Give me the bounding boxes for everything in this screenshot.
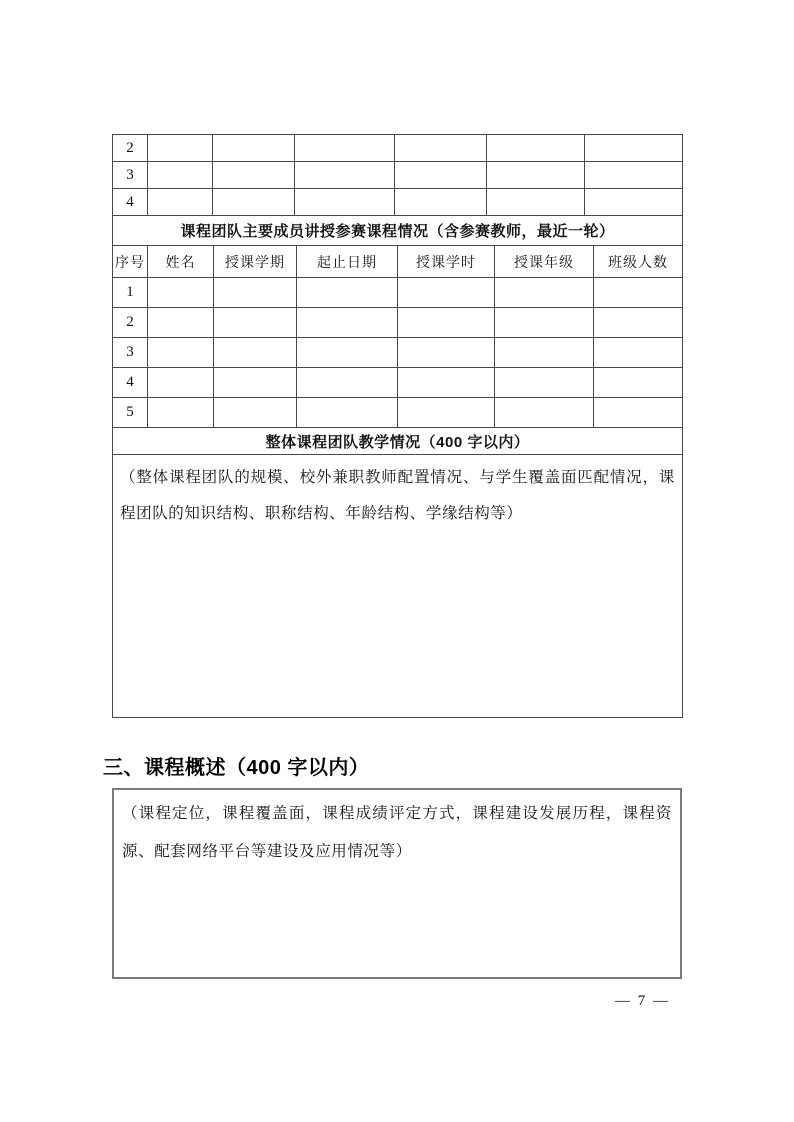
row-number-cell: 2 — [113, 308, 148, 338]
column-header-row — [113, 246, 683, 278]
table-row — [113, 135, 683, 162]
empty-cell — [594, 398, 683, 428]
empty-cell — [297, 308, 398, 338]
empty-cell — [487, 162, 585, 189]
empty-cell — [214, 398, 297, 428]
team-overview-content-row — [113, 455, 683, 718]
table-row — [113, 338, 683, 368]
empty-cell — [487, 135, 585, 162]
empty-cell — [398, 278, 495, 308]
row-number-cell: 4 — [113, 368, 148, 398]
empty-cell — [295, 162, 395, 189]
empty-cell — [148, 308, 214, 338]
table-title-row — [113, 216, 683, 246]
empty-cell — [214, 368, 297, 398]
column-header-grade: 授课年级 — [495, 246, 594, 278]
column-header-name: 姓名 — [148, 246, 214, 278]
empty-cell — [594, 338, 683, 368]
column-header-semester: 授课学期 — [214, 246, 297, 278]
empty-cell — [214, 278, 297, 308]
page-content — [103, 134, 682, 1010]
empty-cell — [495, 338, 594, 368]
empty-cell — [594, 278, 683, 308]
table-row — [113, 308, 683, 338]
column-header-hours: 授课学时 — [398, 246, 495, 278]
empty-cell — [214, 338, 297, 368]
empty-cell — [214, 308, 297, 338]
empty-cell — [213, 162, 295, 189]
empty-cell — [585, 162, 683, 189]
column-header-class-size: 班级人数 — [594, 246, 683, 278]
table-row — [113, 278, 683, 308]
empty-cell — [495, 308, 594, 338]
empty-cell — [585, 189, 683, 216]
empty-cell — [297, 368, 398, 398]
empty-cell — [148, 278, 214, 308]
empty-cell — [395, 135, 487, 162]
empty-cell — [297, 278, 398, 308]
row-number-cell: 5 — [113, 398, 148, 428]
empty-cell — [148, 398, 214, 428]
empty-cell — [148, 135, 213, 162]
empty-cell — [295, 189, 395, 216]
empty-cell — [148, 189, 213, 216]
row-number-cell: 4 — [113, 189, 148, 216]
empty-cell — [585, 135, 683, 162]
empty-cell — [398, 338, 495, 368]
empty-cell — [295, 135, 395, 162]
empty-cell — [395, 162, 487, 189]
empty-cell — [398, 368, 495, 398]
member-table — [112, 215, 683, 718]
row-number-cell: 3 — [113, 162, 148, 189]
empty-cell — [594, 368, 683, 398]
empty-cell — [495, 368, 594, 398]
row-number-cell: 3 — [113, 338, 148, 368]
continuation-table — [112, 134, 683, 216]
column-header-dates: 起止日期 — [297, 246, 398, 278]
empty-cell — [395, 189, 487, 216]
team-overview-content-cell — [113, 455, 683, 718]
empty-cell — [213, 135, 295, 162]
empty-cell — [148, 162, 213, 189]
empty-cell — [148, 368, 214, 398]
table-row — [113, 162, 683, 189]
row-number-cell: 1 — [113, 278, 148, 308]
column-header-index: 序号 — [113, 246, 148, 278]
empty-cell — [297, 338, 398, 368]
team-overview-title-row — [113, 428, 683, 455]
empty-cell — [398, 398, 495, 428]
empty-cell — [148, 338, 214, 368]
team-overview-title: 整体课程团队教学情况（400 字以内） — [113, 428, 683, 455]
course-overview-box — [112, 788, 682, 979]
table-row — [113, 189, 683, 216]
table-row — [113, 398, 683, 428]
empty-cell — [297, 398, 398, 428]
course-overview-hint: （课程定位，课程覆盖面，课程成绩评定方式，课程建设发展历程，课程资源、配套网络平台等建设及应用情况等） — [122, 805, 672, 860]
section-heading-course-overview: 三、课程概述（400 字以内） — [103, 757, 370, 779]
page-number: — 7 — — [615, 993, 670, 1009]
empty-cell — [213, 189, 295, 216]
empty-cell — [398, 308, 495, 338]
team-overview-hint: （整体课程团队的规模、校外兼职教师配置情况、与学生覆盖面匹配情况，课程团队的知识结构、职称结构、年龄结构、学缘结构等） — [120, 469, 676, 522]
empty-cell — [594, 308, 683, 338]
empty-cell — [487, 189, 585, 216]
table-row — [113, 368, 683, 398]
row-number-cell: 2 — [113, 135, 148, 162]
empty-cell — [495, 278, 594, 308]
empty-cell — [495, 398, 594, 428]
member-table-title: 课程团队主要成员讲授参赛课程情况（含参赛教师，最近一轮） — [113, 216, 683, 246]
